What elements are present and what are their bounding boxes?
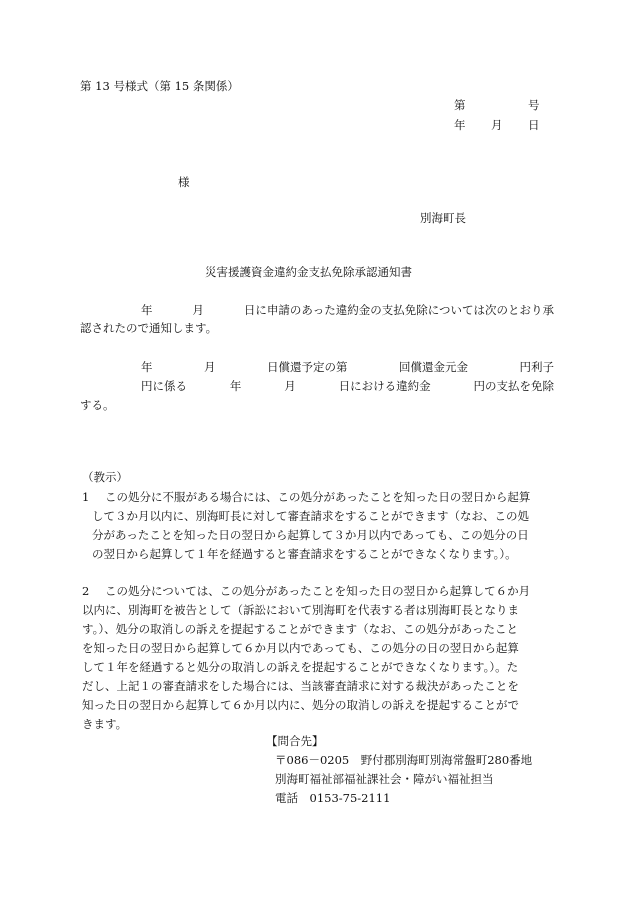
- notice-item-1-number: 1: [82, 490, 90, 504]
- document-number-prefix: 第: [454, 98, 466, 112]
- notice-item-2-line-2: [82, 605, 552, 617]
- application-text: 日に申請のあった違約金の支払免除については次のとおり承: [243, 303, 554, 317]
- notice-item-1-line-1-text: この処分に不服がある場合には、この処分があったことを知った日の翌日から起算: [105, 490, 531, 504]
- notice-item-2-line-8: きます。: [82, 717, 128, 731]
- notice-item-2-line-5: [82, 662, 552, 674]
- notice-item-2-line-4-text: を知った日の翌日から起算して６か月以内であっても、この処分の日の翌日から起算: [82, 641, 519, 655]
- notice-item-2-line-3: [82, 624, 552, 636]
- contact-department: 別海町福祉部福祉課社会・障がい福祉担当: [275, 772, 494, 786]
- notice-item-2-line-1-text: この処分については、この処分があったことを知った日の翌日から起算して６か月: [105, 584, 531, 598]
- issue-date-month: 月: [491, 118, 503, 132]
- issue-date-year: 年: [454, 118, 466, 132]
- principal-text: 回償還金元金: [399, 360, 468, 374]
- notice-item-2-line-4: [82, 643, 552, 655]
- document-title: 災害援護資金違約金支払免除承認通知書: [205, 265, 412, 279]
- addressee-honorific: 様: [178, 175, 190, 189]
- contact-heading: 【問合先】: [266, 734, 324, 748]
- notice-item-1-line-3: [92, 530, 552, 542]
- repayment-month-label: 月: [204, 360, 216, 374]
- notice-item-1-line-3-text: 分があったことを知った日の翌日から起算して３か月以内であっても、この処分の日: [92, 528, 529, 542]
- approval-paragraph-line-1: [141, 305, 554, 317]
- issuer-title: 別海町長: [420, 211, 466, 225]
- notice-item-2-line-5-text: して１年を経過すると処分の取消しの訴えを提起することができなくなります。）。た: [82, 660, 519, 674]
- notice-item-2-line-2-text: 以内に、別海町を被告として（訴訟において別海町を代表する者は別海町長となりま: [82, 603, 519, 617]
- notice-item-1-line-1: [105, 492, 552, 504]
- notice-item-2-number: 2: [82, 584, 90, 598]
- interest-text: 円利子: [519, 360, 554, 374]
- exemption-paragraph-line-2: [141, 381, 554, 393]
- notice-item-2-line-6-text: だし、上記１の審査請求をした場合には、当該審査請求に対する裁決があったことを: [82, 679, 519, 693]
- repayment-year-label: 年: [141, 360, 153, 374]
- notice-item-2-line-7: [82, 700, 552, 712]
- notice-item-1-line-4: の翌日から起算して１年を経過すると審査請求をすることができなくなります。）。: [92, 547, 517, 561]
- notice-item-1-line-2: [92, 511, 552, 523]
- notice-item-2-line-7-text: 知った日の翌日から起算して６か月以内に、処分の取消しの訴えを提起することがで: [82, 698, 519, 712]
- exemption-paragraph-line-1: [141, 362, 554, 374]
- penalty-year-label: 年: [229, 379, 242, 393]
- repayment-schedule-text: 日償還予定の第: [267, 360, 348, 374]
- exemption-paragraph-line-3: する。: [80, 398, 115, 412]
- application-year-label: 年: [141, 303, 153, 317]
- form-number: 第 13 号様式（第 15 条関係）: [80, 79, 239, 93]
- contact-phone: 電話 0153-75-2111: [275, 791, 391, 805]
- approval-paragraph-line-2: 認されたので通知します。: [80, 321, 218, 335]
- notice-item-2-line-1: [105, 586, 552, 598]
- issue-date-day: 日: [528, 118, 540, 132]
- notice-item-2-line-3-text: す。）、処分の取消しの訴えを提起することができます（なお、この処分があったこと: [82, 622, 518, 636]
- notice-item-1-line-2-text: して３か月以内に、別海町長に対して審査請求をすることができます（なお、この処: [92, 509, 529, 523]
- notice-heading: （教示）: [82, 470, 128, 484]
- contact-address: 〒086－0205 野付郡別海町別海常盤町280番地: [275, 753, 533, 767]
- document-number-suffix: 号: [528, 98, 540, 112]
- penalty-month-label: 月: [284, 379, 296, 393]
- related-text: 円に係る: [141, 379, 187, 393]
- exemption-text: 円の支払を免除: [473, 379, 554, 393]
- penalty-text: 日における違約金: [338, 379, 431, 393]
- notice-item-2-line-6: [82, 681, 552, 693]
- application-month-label: 月: [192, 303, 204, 317]
